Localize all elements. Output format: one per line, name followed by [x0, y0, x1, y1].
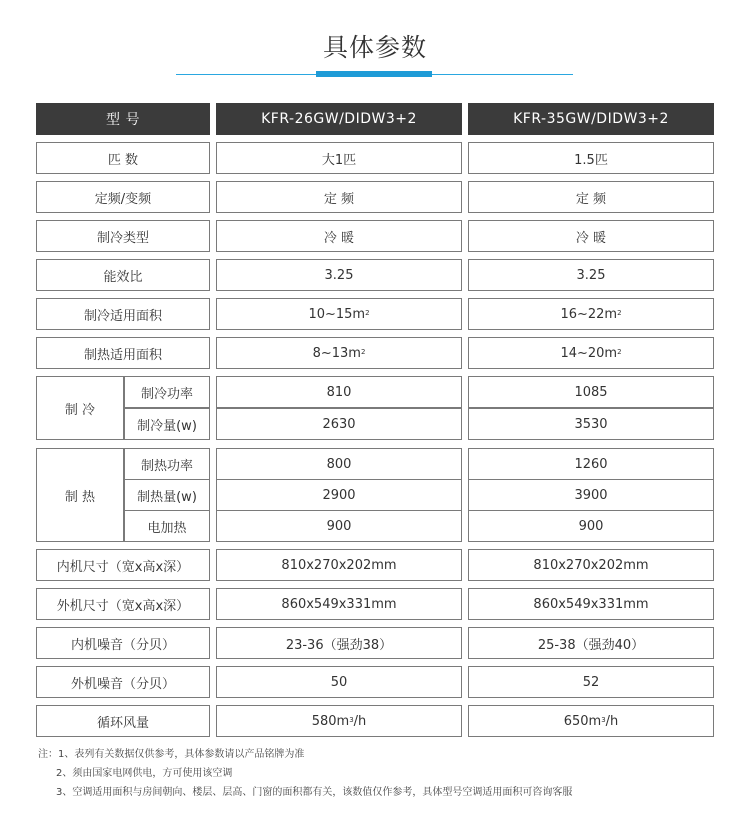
row-label: 匹 数 [36, 142, 210, 174]
row-label: 外机尺寸（宽x高x深） [36, 588, 210, 620]
row-label: 内机尺寸（宽x高x深） [36, 549, 210, 581]
row-value: 3530 [468, 408, 714, 440]
sub-row-label: 制热功率 [124, 448, 210, 480]
sub-row-label: 电加热 [124, 510, 210, 542]
footnote: 注：1、表列有关数据仅供参考，具体参数请以产品铭牌为准 [38, 749, 305, 760]
row-value: 10~15m $^2$ [216, 298, 462, 330]
row-value: 3900 [468, 479, 714, 511]
row-value: 2630 [216, 408, 462, 440]
row-label: 制热适用面积 [36, 337, 210, 369]
footnote: 2、须由国家电网供电，方可使用该空调 [56, 768, 233, 779]
row-label: 循环风量 [36, 705, 210, 737]
row-label: 制冷类型 [36, 220, 210, 252]
row-label: 内机噪音（分贝） [36, 627, 210, 659]
footnotes [38, 745, 572, 802]
row-label: 外机噪音（分贝） [36, 666, 210, 698]
group-label-cooling: 制 冷 [36, 376, 124, 440]
row-value: 16~22m $^2$ [468, 298, 714, 330]
row-value: 23-36（强劲38） [216, 627, 462, 659]
row-value: 860x549x331mm [468, 588, 714, 620]
row-value: 14~20m $^2$ [468, 337, 714, 369]
sub-row-label: 制冷功率 [124, 376, 210, 408]
row-value: 定 频 [468, 181, 714, 213]
row-value: 650m $^3$ /h [468, 705, 714, 737]
row-value: 800 [216, 448, 462, 480]
row-value: 1260 [468, 448, 714, 480]
row-value: 25-38（强劲40） [468, 627, 714, 659]
row-value: 1.5匹 [468, 142, 714, 174]
row-value: 8~13m $^2$ [216, 337, 462, 369]
page-title: 具体参数 [322, 33, 427, 62]
row-value: 3.25 [468, 259, 714, 291]
row-value: 810 [216, 376, 462, 408]
row-value: 810x270x202mm [216, 549, 462, 581]
header-model-1: KFR-26GW/DIDW3+2 [216, 103, 462, 135]
group-label-heating: 制 热 [36, 448, 124, 542]
sub-row-label: 制冷量(w) [124, 408, 210, 440]
row-value: 860x549x331mm [216, 588, 462, 620]
row-value: 810x270x202mm [468, 549, 714, 581]
row-value: 52 [468, 666, 714, 698]
row-value: 2900 [216, 479, 462, 511]
row-value: 冷 暖 [468, 220, 714, 252]
row-value: 冷 暖 [216, 220, 462, 252]
title-accent-bar [316, 71, 432, 77]
footnote: 3、空调适用面积与房间朝向、楼层、层高、门窗的面积都有关，该数值仅作参考，具体型号空调适用面积可咨询客服 [56, 787, 573, 798]
row-value: 580m $^3$ /h [216, 705, 462, 737]
row-label: 制冷适用面积 [36, 298, 210, 330]
row-label: 定频/变频 [36, 181, 210, 213]
header-model-2: KFR-35GW/DIDW3+2 [468, 103, 714, 135]
row-value: 1085 [468, 376, 714, 408]
row-value: 900 [216, 510, 462, 542]
row-value: 50 [216, 666, 462, 698]
sub-row-label: 制热量(w) [124, 479, 210, 511]
row-label: 能效比 [36, 259, 210, 291]
row-value: 定 频 [216, 181, 462, 213]
row-value: 900 [468, 510, 714, 542]
header-label: 型 号 [36, 103, 210, 135]
row-value: 大1匹 [216, 142, 462, 174]
row-value: 3.25 [216, 259, 462, 291]
